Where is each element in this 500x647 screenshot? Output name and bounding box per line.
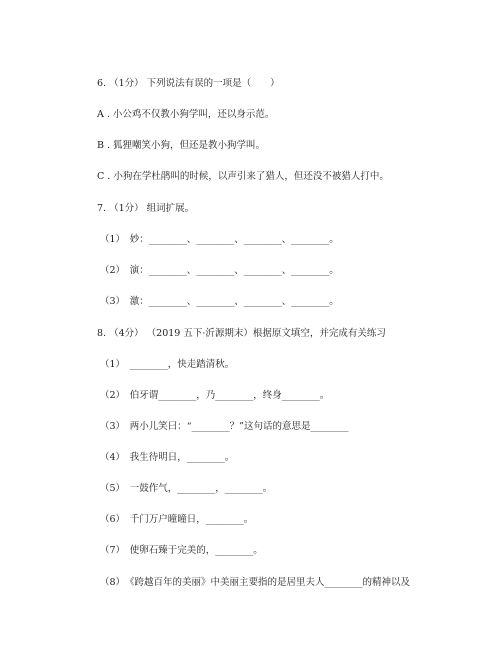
question-6-option-b: B . 狐狸嘲笑小狗，但还是教小狗学叫。 (97, 140, 266, 151)
question-8-stem: 8. （4分） （2019 五下·沂源期末）根据原文填空，并完成有关练习 (97, 328, 386, 339)
question-7-item-1: （1） 妙：________、________、________、________。 (100, 234, 339, 245)
question-8-item-7: （7） 使卵石臻于完美的，________。 (100, 545, 263, 556)
question-8-item-4: （4） 我生待明日，________。 (100, 452, 235, 463)
question-8-item-1: （1） ________，快走踏清秋。 (100, 359, 235, 370)
question-7-item-2: （2） 演：________、________、________、________。 (100, 265, 339, 276)
question-8-item-6: （6） 千门万户曈曈日，________。 (100, 514, 254, 525)
question-6-stem: 6. （1分） 下列说法有误的一项是（ ） (97, 78, 280, 89)
question-6-option-a: A . 小公鸡不仅教小狗学叫，还以身示范。 (97, 109, 275, 120)
question-8-item-8: （8） 《跨越百年的美丽》中美丽主要指的是居里夫人________的精神以及 (100, 577, 411, 588)
question-7-stem: 7. （1分） 组词扩展。 (97, 203, 195, 214)
question-8-item-5: （5） 一鼓作气，________，________。 (100, 483, 273, 494)
question-6-option-c: C . 小狗在学杜鹃叫的时候，以声引来了猎人，但还没不被猎人打中。 (97, 171, 389, 182)
question-7-item-3: （3） 激：________、________、________、________。 (100, 296, 339, 307)
question-8-item-3: （3） 两小儿笑曰：“________？”这句话的意思是________ (100, 421, 349, 432)
question-8-item-2: （2） 伯牙谓________，乃________，终身________。 (100, 390, 330, 401)
